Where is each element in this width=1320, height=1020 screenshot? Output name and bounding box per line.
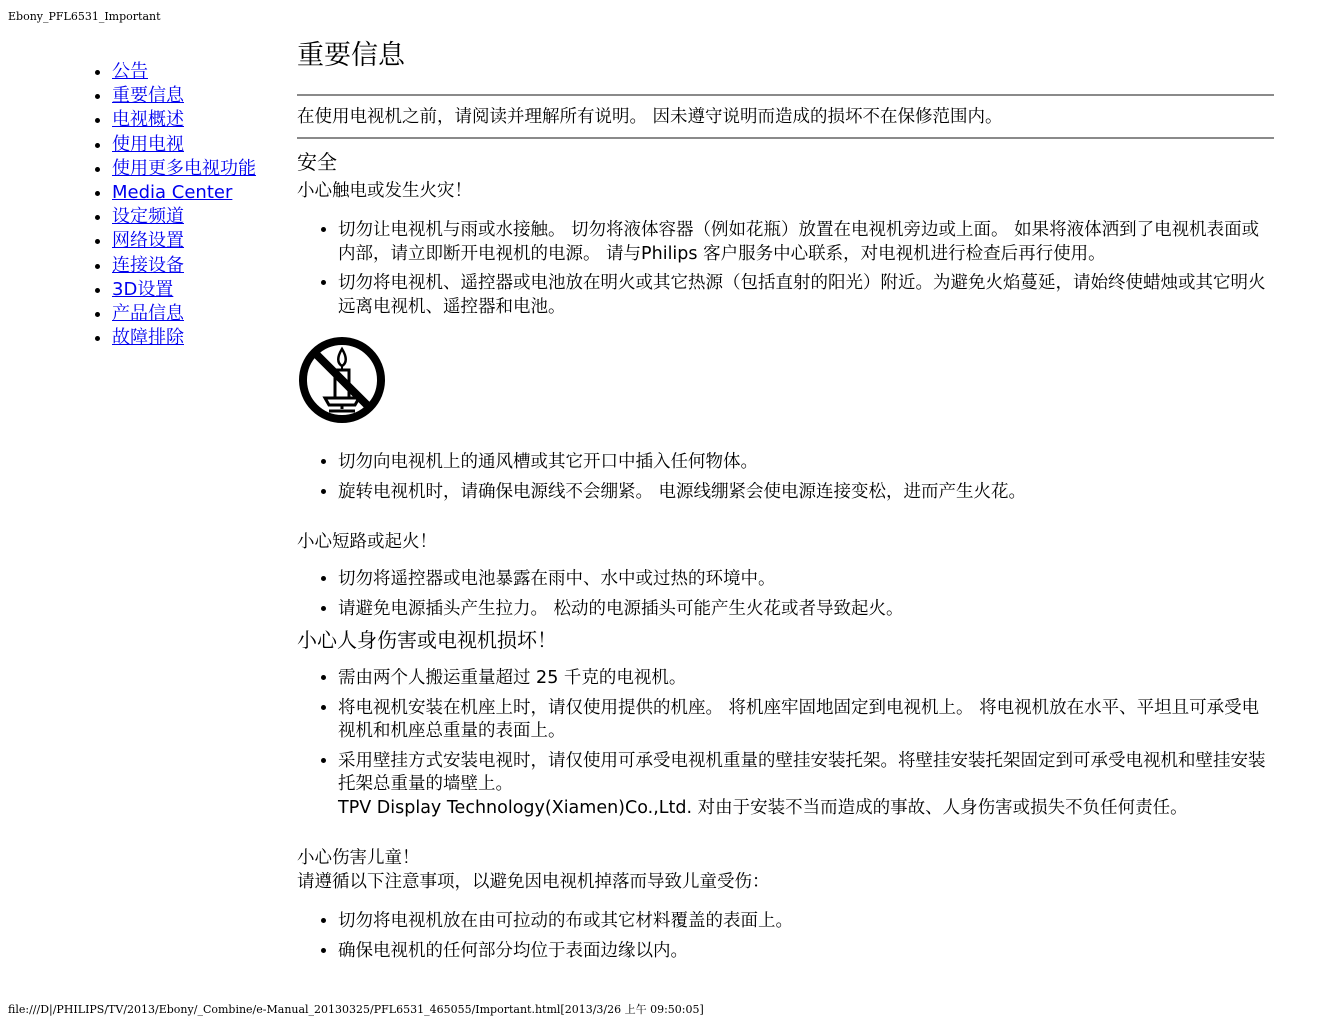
injury-list [297, 667, 1274, 820]
list-item: • 需由两个人搬运重量超过 25 千克的电视机。 [338, 667, 1274, 691]
list-item: • 确保电视机的任何部分均位于表面边缘以内。 [338, 940, 1274, 964]
nav-item [112, 302, 256, 326]
list-item: • 将电视机安装在机座上时，请仅使用提供的机座。 将机座牢固地固定到电视机上。 将电视机放在水平、平坦且可承受电视机和机座总重量的表面上。 [338, 697, 1274, 744]
list-item [338, 750, 1274, 821]
list-item: • 切勿让电视机与雨或水接触。 切勿将液体容器（例如花瓶）放置在电视机旁边或上面。 如果将液体洒到了电视机表面或内部，请立即断开电视机的电源。 请与Philips 客户服务中心联系，对电视机进行检查后再行使用。 [338, 219, 1274, 266]
page-title: 重要信息 [297, 40, 405, 71]
main-content [297, 36, 1274, 969]
list-item: • 切勿将电视机放在由可拉动的布或其它材料覆盖的表面上。 [338, 910, 1274, 934]
nav-item [112, 84, 256, 108]
nav-link-connect[interactable]: 连接设备 [112, 254, 184, 276]
nav-link-network[interactable]: 网络设置 [112, 230, 184, 252]
nav-link-product-info[interactable]: 产品信息 [112, 302, 184, 324]
nav-link-3d[interactable]: 3D设置 [112, 278, 174, 300]
page-header: Ebony_PFL6531_Important [8, 10, 161, 23]
children-intro: 请遵循以下注意事项，以避免因电视机掉落而导致儿童受伤： [297, 872, 770, 892]
nav-link-notice[interactable]: 公告 [112, 61, 148, 82]
nav-item [112, 278, 256, 302]
injury-heading: 小心人身伤害或电视机损坏！ [297, 628, 557, 652]
nav-item [112, 205, 256, 229]
fire-list-2 [297, 451, 1274, 504]
nav-item [112, 229, 256, 253]
sidebar-nav [88, 60, 256, 350]
nav-link-troubleshoot[interactable]: 故障排除 [112, 327, 184, 349]
nav-link-media-center[interactable]: Media Center [112, 181, 233, 203]
tpv-disclaimer: TPV Display Technology(Xiamen)Co.,Ltd. 对由于安装不当而造成的事故、人身伤害或损失不负任何责任。 [338, 797, 1188, 818]
no-candle-icon [297, 335, 1274, 427]
list-item: • 请避免电源插头产生拉力。 松动的电源插头可能产生火花或者导致起火。 [338, 598, 1274, 622]
fire-heading: 小心触电或发生火灾！ [297, 181, 472, 201]
children-heading: 小心伤害儿童！ [297, 848, 420, 868]
list-item: • 旋转电视机时，请确保电源线不会绷紧。 电源线绷紧会使电源连接变松，进而产生火花。 [338, 481, 1274, 505]
list-item-text: 采用壁挂方式安装电视时，请仅使用可承受电视机重量的壁挂安装托架。将壁挂安装托架固定到可承受电视机和壁挂安装托架总重量的墙壁上。 [338, 750, 1266, 794]
nav-item [112, 157, 256, 181]
nav-item [112, 326, 256, 350]
divider-bottom [297, 137, 1274, 139]
nav-link-overview[interactable]: 电视概述 [112, 109, 184, 131]
list-item: • 切勿将遥控器或电池暴露在雨中、水中或过热的环境中。 [338, 568, 1274, 592]
nav-item [112, 181, 256, 205]
intro-text: 在使用电视机之前，请阅读并理解所有说明。 因未遵守说明而造成的损坏不在保修范围内。 [297, 107, 1003, 127]
nav-item [112, 254, 256, 278]
list-item: • 切勿向电视机上的通风槽或其它开口中插入任何物体。 [338, 451, 1274, 475]
short-circuit-list [297, 568, 1274, 621]
safety-heading: 安全 [297, 150, 337, 174]
nav-item [112, 60, 256, 84]
fire-list [297, 219, 1274, 319]
no-candle-icon-graphic [297, 335, 387, 425]
short-circuit-heading: 小心短路或起火！ [297, 532, 437, 552]
page-footer: file:///D|/PHILIPS/TV/2013/Ebony/_Combine/e-Manual_20130325/PFL6531_465055/Important.html[2013/3/26 上午 09:50:05] [8, 1003, 704, 1016]
nav-link-more-features[interactable]: 使用更多电视功能 [112, 157, 256, 179]
nav-item [112, 108, 256, 132]
nav-item [112, 133, 256, 157]
nav-link-use-tv[interactable]: 使用电视 [112, 133, 184, 155]
list-item: • 切勿将电视机、遥控器或电池放在明火或其它热源（包括直射的阳光）附近。为避免火焰蔓延，请始终使蜡烛或其它明火远离电视机、遥控器和电池。 [338, 272, 1274, 319]
nav-link-important[interactable]: 重要信息 [112, 85, 184, 107]
nav-link-channels[interactable]: 设定频道 [112, 206, 184, 228]
children-list [297, 910, 1274, 963]
